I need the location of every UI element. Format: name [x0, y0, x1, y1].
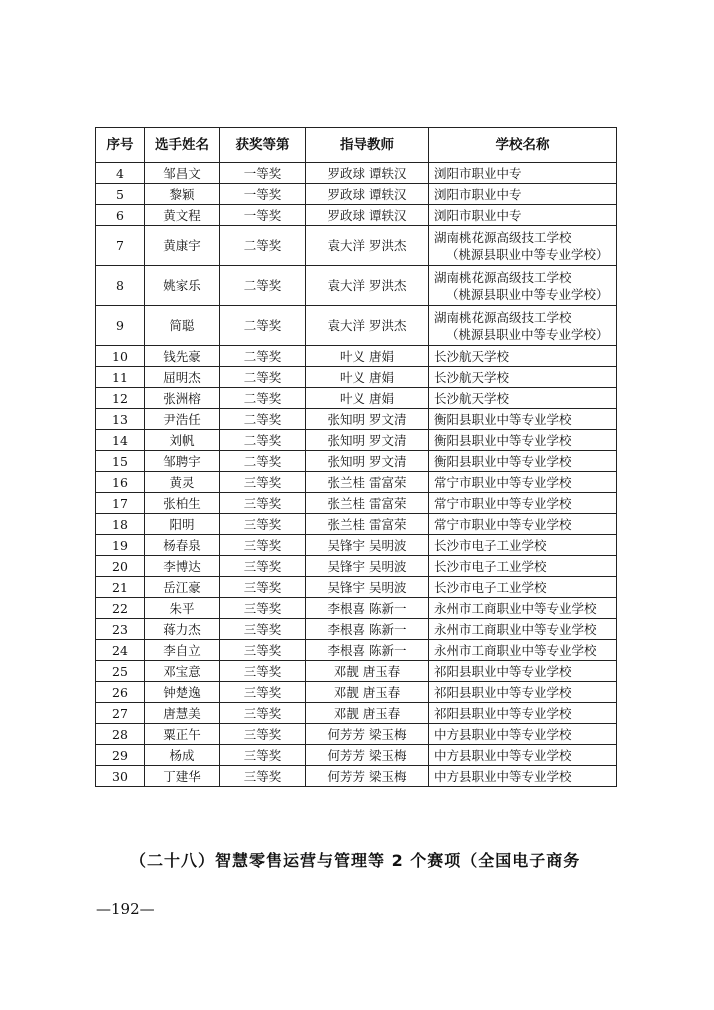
cell-school: [429, 703, 617, 724]
table-row: [96, 184, 617, 205]
cell-name: 黄康宇: [145, 226, 220, 266]
cell-award: 二等奖: [220, 409, 306, 430]
school-line: 祁阳县职业中等专业学校: [434, 705, 572, 721]
col-header-award: 获奖等第: [220, 128, 306, 163]
cell-teachers: 张知明 罗文清: [306, 451, 429, 472]
school-line: 浏阳市职业中专: [434, 186, 522, 202]
school-line: （桃源县职业中等专业学校）: [446, 286, 609, 302]
cell-name: 朱平: [145, 598, 220, 619]
cell-teachers: 罗政球 谭轶汉: [306, 205, 429, 226]
cell-school: [429, 306, 617, 346]
school-line: 浏阳市职业中专: [434, 207, 522, 223]
school-line: 湖南桃花源高级技工学校: [434, 229, 572, 245]
cell-number: 13: [96, 409, 145, 430]
cell-name: 钟楚逸: [145, 682, 220, 703]
cell-teachers: 何芳芳 梁玉梅: [306, 724, 429, 745]
cell-teachers: 袁大洋 罗洪杰: [306, 226, 429, 266]
cell-name: 黄灵: [145, 472, 220, 493]
cell-teachers: 张兰桂 雷富荣: [306, 493, 429, 514]
cell-teachers: 张兰桂 雷富荣: [306, 514, 429, 535]
cell-number: 29: [96, 745, 145, 766]
cell-award: 三等奖: [220, 745, 306, 766]
cell-award: 一等奖: [220, 184, 306, 205]
cell-school: [429, 226, 617, 266]
cell-school: [429, 388, 617, 409]
cell-award: 二等奖: [220, 266, 306, 306]
cell-school: [429, 577, 617, 598]
cell-name: 姚家乐: [145, 266, 220, 306]
school-line: 永州市工商职业中等专业学校: [434, 621, 597, 637]
cell-name: 简聪: [145, 306, 220, 346]
cell-award: 三等奖: [220, 682, 306, 703]
cell-school: [429, 184, 617, 205]
cell-number: 19: [96, 535, 145, 556]
table-row: [96, 640, 617, 661]
cell-school: [429, 598, 617, 619]
cell-number: 22: [96, 598, 145, 619]
cell-teachers: 叶义 唐娟: [306, 367, 429, 388]
cell-name: 黄文程: [145, 205, 220, 226]
cell-teachers: 李根喜 陈新一: [306, 598, 429, 619]
table-row: [96, 472, 617, 493]
school-line: 衡阳县职业中等专业学校: [434, 432, 572, 448]
cell-award: 三等奖: [220, 766, 306, 787]
cell-name: 邹昌文: [145, 163, 220, 184]
school-line: 湖南桃花源高级技工学校: [434, 309, 572, 325]
cell-school: [429, 745, 617, 766]
table-row: [96, 409, 617, 430]
cell-teachers: 何芳芳 梁玉梅: [306, 766, 429, 787]
cell-name: 尹浩任: [145, 409, 220, 430]
cell-award: 二等奖: [220, 346, 306, 367]
cell-number: 4: [96, 163, 145, 184]
school-line: 浏阳市职业中专: [434, 165, 522, 181]
table-row: [96, 266, 617, 306]
table-header-row: [96, 128, 617, 163]
cell-name: 阳明: [145, 514, 220, 535]
cell-name: 杨春泉: [145, 535, 220, 556]
table-row: [96, 619, 617, 640]
col-header-school: 学校名称: [429, 128, 617, 163]
table-row: [96, 661, 617, 682]
cell-school: [429, 266, 617, 306]
table-row: [96, 766, 617, 787]
cell-teachers: 罗政球 谭轶汉: [306, 163, 429, 184]
cell-name: 杨成: [145, 745, 220, 766]
cell-number: 15: [96, 451, 145, 472]
school-line: （桃源县职业中等专业学校）: [446, 246, 609, 262]
cell-school: [429, 640, 617, 661]
cell-award: 二等奖: [220, 388, 306, 409]
school-line: 中方县职业中等专业学校: [434, 768, 572, 784]
cell-name: 邓宝意: [145, 661, 220, 682]
school-line: 祁阳县职业中等专业学校: [434, 663, 572, 679]
cell-teachers: 罗政球 谭轶汉: [306, 184, 429, 205]
table-row: [96, 745, 617, 766]
cell-number: 14: [96, 430, 145, 451]
table-row: [96, 430, 617, 451]
school-line: 中方县职业中等专业学校: [434, 726, 572, 742]
cell-name: 张柏生: [145, 493, 220, 514]
cell-number: 26: [96, 682, 145, 703]
cell-number: 17: [96, 493, 145, 514]
cell-number: 25: [96, 661, 145, 682]
school-line: 长沙航天学校: [434, 369, 510, 385]
cell-school: [429, 556, 617, 577]
school-line: 常宁市职业中等专业学校: [434, 495, 572, 511]
col-header-name: 选手姓名: [145, 128, 220, 163]
cell-award: 三等奖: [220, 619, 306, 640]
cell-award: 三等奖: [220, 703, 306, 724]
table-row: [96, 493, 617, 514]
table-row: [96, 163, 617, 184]
cell-award: 二等奖: [220, 451, 306, 472]
school-line: 湖南桃花源高级技工学校: [434, 269, 572, 285]
cell-name: 岳江豪: [145, 577, 220, 598]
cell-teachers: 吴锋宇 吴明波: [306, 535, 429, 556]
cell-name: 邹聘宇: [145, 451, 220, 472]
table-row: [96, 577, 617, 598]
school-line: （桃源县职业中等专业学校）: [446, 326, 609, 342]
cell-name: 黎颖: [145, 184, 220, 205]
cell-number: 9: [96, 306, 145, 346]
col-header-teachers: 指导教师: [306, 128, 429, 163]
table-body: [96, 163, 617, 787]
cell-teachers: 邓靓 唐玉春: [306, 703, 429, 724]
cell-number: 7: [96, 226, 145, 266]
cell-name: 唐慧美: [145, 703, 220, 724]
cell-teachers: 吴锋宇 吴明波: [306, 556, 429, 577]
cell-name: 屈明杰: [145, 367, 220, 388]
cell-school: [429, 367, 617, 388]
cell-award: 一等奖: [220, 205, 306, 226]
section-heading: （二十八）智慧零售运营与管理等 2 个赛项（全国电子商务: [130, 851, 581, 870]
table-row: [96, 535, 617, 556]
cell-school: [429, 661, 617, 682]
cell-school: [429, 766, 617, 787]
cell-name: 蒋力杰: [145, 619, 220, 640]
school-line: 衡阳县职业中等专业学校: [434, 453, 572, 469]
cell-teachers: 李根喜 陈新一: [306, 640, 429, 661]
table-row: [96, 367, 617, 388]
cell-number: 23: [96, 619, 145, 640]
table-row: [96, 598, 617, 619]
cell-name: 刘帆: [145, 430, 220, 451]
cell-school: [429, 451, 617, 472]
table-row: [96, 346, 617, 367]
table-row: [96, 205, 617, 226]
cell-school: [429, 409, 617, 430]
cell-award: 三等奖: [220, 535, 306, 556]
cell-name: 粟正午: [145, 724, 220, 745]
cell-teachers: 张知明 罗文清: [306, 430, 429, 451]
cell-teachers: 袁大洋 罗洪杰: [306, 266, 429, 306]
cell-teachers: 邓靓 唐玉春: [306, 661, 429, 682]
table-row: [96, 514, 617, 535]
cell-teachers: 袁大洋 罗洪杰: [306, 306, 429, 346]
award-table: [95, 127, 617, 787]
school-line: 永州市工商职业中等专业学校: [434, 600, 597, 616]
cell-number: 21: [96, 577, 145, 598]
cell-award: 三等奖: [220, 556, 306, 577]
cell-school: [429, 724, 617, 745]
page-number: —192—: [96, 900, 155, 918]
cell-school: [429, 619, 617, 640]
cell-name: 丁建华: [145, 766, 220, 787]
cell-school: [429, 535, 617, 556]
cell-number: 16: [96, 472, 145, 493]
school-line: 长沙市电子工业学校: [434, 558, 547, 574]
table-row: [96, 226, 617, 266]
cell-award: 三等奖: [220, 598, 306, 619]
table-row: [96, 556, 617, 577]
cell-teachers: 李根喜 陈新一: [306, 619, 429, 640]
school-line: 常宁市职业中等专业学校: [434, 516, 572, 532]
cell-school: [429, 430, 617, 451]
cell-number: 8: [96, 266, 145, 306]
school-line: 祁阳县职业中等专业学校: [434, 684, 572, 700]
cell-award: 二等奖: [220, 367, 306, 388]
table-row: [96, 703, 617, 724]
table-row: [96, 682, 617, 703]
school-line: 永州市工商职业中等专业学校: [434, 642, 597, 658]
cell-number: 27: [96, 703, 145, 724]
school-line: 衡阳县职业中等专业学校: [434, 411, 572, 427]
cell-school: [429, 472, 617, 493]
cell-school: [429, 346, 617, 367]
cell-name: 张洲榕: [145, 388, 220, 409]
cell-award: 一等奖: [220, 163, 306, 184]
cell-award: 三等奖: [220, 661, 306, 682]
table-row: [96, 724, 617, 745]
cell-teachers: 邓靓 唐玉春: [306, 682, 429, 703]
col-header-number: 序号: [96, 128, 145, 163]
cell-school: [429, 514, 617, 535]
school-line: 长沙航天学校: [434, 390, 510, 406]
cell-name: 李自立: [145, 640, 220, 661]
cell-school: [429, 163, 617, 184]
school-line: 中方县职业中等专业学校: [434, 747, 572, 763]
school-line: 常宁市职业中等专业学校: [434, 474, 572, 490]
cell-teachers: 张知明 罗文清: [306, 409, 429, 430]
cell-number: 6: [96, 205, 145, 226]
cell-school: [429, 493, 617, 514]
cell-name: 钱先豪: [145, 346, 220, 367]
cell-number: 10: [96, 346, 145, 367]
cell-number: 24: [96, 640, 145, 661]
cell-number: 18: [96, 514, 145, 535]
cell-award: 三等奖: [220, 514, 306, 535]
cell-number: 20: [96, 556, 145, 577]
cell-award: 三等奖: [220, 577, 306, 598]
cell-number: 28: [96, 724, 145, 745]
cell-number: 11: [96, 367, 145, 388]
cell-teachers: 何芳芳 梁玉梅: [306, 745, 429, 766]
cell-award: 三等奖: [220, 493, 306, 514]
cell-award: 二等奖: [220, 226, 306, 266]
cell-number: 12: [96, 388, 145, 409]
cell-award: 三等奖: [220, 472, 306, 493]
cell-teachers: 吴锋宇 吴明波: [306, 577, 429, 598]
table-row: [96, 306, 617, 346]
cell-number: 5: [96, 184, 145, 205]
cell-teachers: 叶义 唐娟: [306, 388, 429, 409]
cell-award: 二等奖: [220, 430, 306, 451]
cell-teachers: 叶义 唐娟: [306, 346, 429, 367]
cell-name: 李博达: [145, 556, 220, 577]
table-row: [96, 451, 617, 472]
cell-teachers: 张兰桂 雷富荣: [306, 472, 429, 493]
school-line: 长沙航天学校: [434, 348, 510, 364]
cell-award: 三等奖: [220, 724, 306, 745]
school-line: 长沙市电子工业学校: [434, 579, 547, 595]
cell-award: 三等奖: [220, 640, 306, 661]
school-line: 长沙市电子工业学校: [434, 537, 547, 553]
cell-school: [429, 205, 617, 226]
cell-award: 二等奖: [220, 306, 306, 346]
table-row: [96, 388, 617, 409]
cell-school: [429, 682, 617, 703]
cell-number: 30: [96, 766, 145, 787]
